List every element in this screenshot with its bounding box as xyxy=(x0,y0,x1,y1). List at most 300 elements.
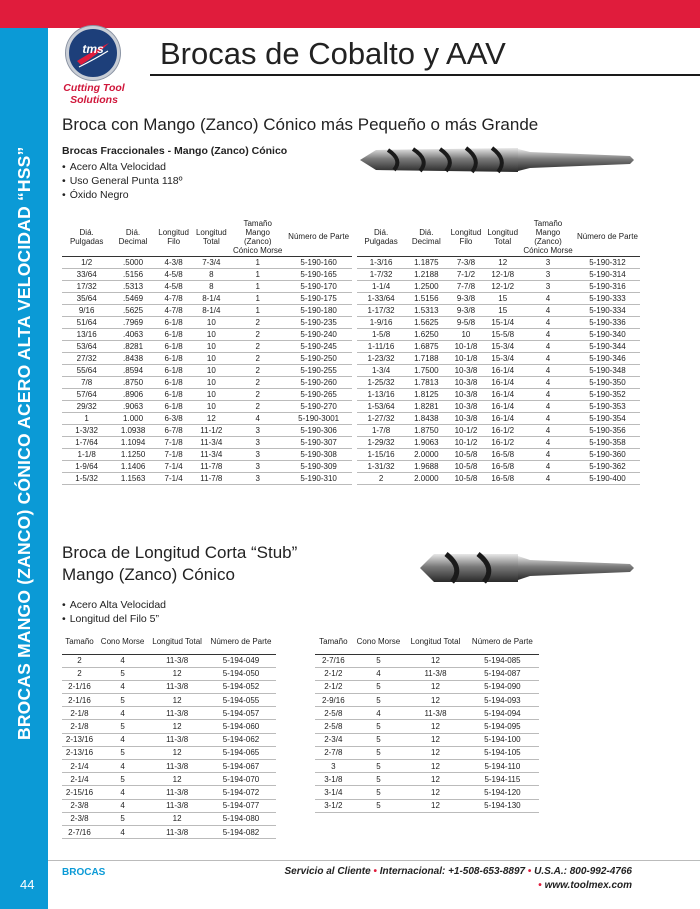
footer-divider xyxy=(48,860,700,861)
col-header: Tamaño Mango (Zanco) Cónico Morse xyxy=(521,218,575,256)
table-cell: 2-1/2 xyxy=(315,667,352,680)
table-cell: 5-194-093 xyxy=(466,694,539,707)
table-cell: 2-7/16 xyxy=(315,654,352,667)
table-cell: 1.8438 xyxy=(405,412,447,424)
table-cell: 2 xyxy=(230,400,285,412)
table-cell: 11-3/8 xyxy=(148,799,206,812)
table-cell: 7-3/4 xyxy=(192,256,230,268)
table-cell: 3 xyxy=(230,448,285,460)
section1-bullets xyxy=(62,160,182,202)
table-cell: 5-194-100 xyxy=(466,733,539,746)
table-cell: 6-1/8 xyxy=(155,388,193,400)
table-cell: 11-3/8 xyxy=(148,654,206,667)
table-cell: 5-194-070 xyxy=(206,773,276,786)
col-header: Tamaño xyxy=(62,630,97,654)
table-cell: 4-7/8 xyxy=(155,292,193,304)
table-cell: 1 xyxy=(230,256,285,268)
table-cell: 5-194-077 xyxy=(206,799,276,812)
table-header-row xyxy=(62,218,352,256)
table-cell: 1-3/4 xyxy=(357,364,405,376)
table-cell: 4 xyxy=(97,654,148,667)
table-cell: 10-1/2 xyxy=(448,436,485,448)
table-cell: 11-7/8 xyxy=(192,460,230,472)
table-row xyxy=(315,786,539,799)
table-cell: 4 xyxy=(521,340,575,352)
table-cell: .9063 xyxy=(111,400,155,412)
table-cell: 5-194-095 xyxy=(466,720,539,733)
table-row xyxy=(357,364,640,376)
table-cell: 5-190-354 xyxy=(575,412,640,424)
table-row xyxy=(62,746,276,759)
table-cell: 5 xyxy=(352,786,406,799)
table-cell: 4 xyxy=(521,292,575,304)
section2-table-left xyxy=(62,630,276,839)
table-cell: 5-190-265 xyxy=(285,388,352,400)
table-cell: 11-3/8 xyxy=(148,733,206,746)
table-row xyxy=(315,733,539,746)
table-cell: 5-190-308 xyxy=(285,448,352,460)
table-cell: 5-194-090 xyxy=(466,680,539,693)
table-row xyxy=(62,460,352,472)
table-cell: 4 xyxy=(230,412,285,424)
table-cell: 11-3/8 xyxy=(148,786,206,799)
table-cell: 1.6875 xyxy=(405,340,447,352)
table-cell: 2-13/16 xyxy=(62,733,97,746)
table-cell: 11-3/8 xyxy=(405,667,466,680)
table-cell: 5-190-336 xyxy=(575,316,640,328)
col-header: Tamaño Mango (Zanco) Cónico Morse xyxy=(230,218,285,256)
tms-logo xyxy=(66,26,120,80)
table-cell: 12 xyxy=(148,720,206,733)
bullet-item: • Longitud del Filo 5” xyxy=(62,612,166,626)
table-cell: 4-3/8 xyxy=(155,256,193,268)
section1-table-right xyxy=(357,218,640,485)
table-row xyxy=(357,460,640,472)
table-cell: 5-190-312 xyxy=(575,256,640,268)
table-row xyxy=(62,292,352,304)
table-header-row xyxy=(357,218,640,256)
table-cell: 4 xyxy=(521,304,575,316)
table-cell: 1.7500 xyxy=(405,364,447,376)
table-row xyxy=(357,412,640,424)
table-cell: 2-5/8 xyxy=(315,707,352,720)
section1-title: Broca con Mango (Zanco) Cónico más Pequeño o más Grande xyxy=(62,115,539,134)
table-row xyxy=(62,733,276,746)
table-cell: 4 xyxy=(97,707,148,720)
table-row xyxy=(62,364,352,376)
table-cell: 2-7/16 xyxy=(62,825,97,838)
table-cell: 5-190-240 xyxy=(285,328,352,340)
table-cell: 51/64 xyxy=(62,316,111,328)
table-cell: 1.9688 xyxy=(405,460,447,472)
col-header: Número de Parte xyxy=(466,630,539,654)
table-cell: 12 xyxy=(405,746,466,759)
table-cell: 4 xyxy=(521,424,575,436)
table-cell: 3 xyxy=(230,472,285,484)
table-cell: 7-1/4 xyxy=(155,472,193,484)
table-row xyxy=(62,400,352,412)
table-cell: 5-194-085 xyxy=(466,654,539,667)
table-cell: 10 xyxy=(192,364,230,376)
table-cell: 10-5/8 xyxy=(448,472,485,484)
table-cell: 5-190-245 xyxy=(285,340,352,352)
table-cell: 29/32 xyxy=(62,400,111,412)
left-sidebar xyxy=(0,28,48,909)
table-cell: 4 xyxy=(521,376,575,388)
table-cell: 3 xyxy=(521,256,575,268)
table-cell: 4 xyxy=(521,460,575,472)
table-cell: 5-194-110 xyxy=(466,760,539,773)
table-row xyxy=(62,280,352,292)
table-cell: 2-3/8 xyxy=(62,812,97,825)
table-cell: 5-190-170 xyxy=(285,280,352,292)
table-cell: 5-190-160 xyxy=(285,256,352,268)
table-cell: 1.1563 xyxy=(111,472,155,484)
table-cell: 10-3/8 xyxy=(448,364,485,376)
table-cell: 5-190-360 xyxy=(575,448,640,460)
table-cell: 4 xyxy=(521,472,575,484)
table-cell: 4 xyxy=(521,316,575,328)
table-cell: 1-3/32 xyxy=(62,424,111,436)
table-cell: 11-3/4 xyxy=(192,448,230,460)
table-cell: 11-3/8 xyxy=(148,680,206,693)
table-row xyxy=(62,256,352,268)
table-cell: 1.1406 xyxy=(111,460,155,472)
table-cell: 1-27/32 xyxy=(357,412,405,424)
table-cell: 1 xyxy=(230,280,285,292)
table-cell: 11-3/8 xyxy=(405,707,466,720)
table-cell: 10 xyxy=(192,316,230,328)
table-cell: 27/32 xyxy=(62,352,111,364)
col-header: Tamaño xyxy=(315,630,352,654)
table-cell: 10-5/8 xyxy=(448,460,485,472)
table-row xyxy=(315,680,539,693)
col-header: Número de Parte xyxy=(206,630,276,654)
table-cell: 1.1875 xyxy=(405,256,447,268)
table-row xyxy=(315,760,539,773)
section1-table-left xyxy=(62,218,352,485)
table-cell: 1.1094 xyxy=(111,436,155,448)
table-cell: 4-7/8 xyxy=(155,304,193,316)
table-cell: 5-190-333 xyxy=(575,292,640,304)
table-cell: 12 xyxy=(405,720,466,733)
table-cell: 2-5/8 xyxy=(315,720,352,733)
table-cell: 8-1/4 xyxy=(192,292,230,304)
table-cell: 16-1/4 xyxy=(484,364,521,376)
table-cell: 5-194-094 xyxy=(466,707,539,720)
table-cell: 4 xyxy=(521,448,575,460)
table-cell: 3-1/2 xyxy=(315,799,352,812)
table-cell: 12 xyxy=(484,256,521,268)
table-cell: 12-1/8 xyxy=(484,268,521,280)
table-cell: 2-7/8 xyxy=(315,746,352,759)
table-cell: 11-1/2 xyxy=(192,424,230,436)
table-cell: 12 xyxy=(405,680,466,693)
table-cell: 1.5156 xyxy=(405,292,447,304)
table-cell: 1 xyxy=(62,412,111,424)
table-cell: 5-190-3001 xyxy=(285,412,352,424)
table-cell: 1-33/64 xyxy=(357,292,405,304)
table-cell: 15-5/8 xyxy=(484,328,521,340)
title-divider xyxy=(150,74,700,76)
table-row xyxy=(315,773,539,786)
table-cell: 1.0938 xyxy=(111,424,155,436)
table-cell: 57/64 xyxy=(62,388,111,400)
table-cell: 5-190-270 xyxy=(285,400,352,412)
table-cell: 5 xyxy=(97,773,148,786)
col-header: Diá. Decimal xyxy=(405,218,447,256)
table-cell: 6-1/8 xyxy=(155,328,193,340)
table-cell: 2 xyxy=(230,364,285,376)
table-cell: 5 xyxy=(352,720,406,733)
table-cell: 16-1/4 xyxy=(484,412,521,424)
table-cell: .5469 xyxy=(111,292,155,304)
table-cell: 11-3/8 xyxy=(148,825,206,838)
table-cell: 10-3/8 xyxy=(448,388,485,400)
table-cell: 5-194-082 xyxy=(206,825,276,838)
table-cell: 16-5/8 xyxy=(484,460,521,472)
table-cell: 5-190-165 xyxy=(285,268,352,280)
table-row xyxy=(62,825,276,838)
table-cell: 10-1/2 xyxy=(448,424,485,436)
table-cell: 5-190-362 xyxy=(575,460,640,472)
table-row xyxy=(62,760,276,773)
section2-table-right xyxy=(315,630,539,813)
table-cell: 2 xyxy=(230,352,285,364)
table-cell: 9-5/8 xyxy=(448,316,485,328)
table-cell: 16-5/8 xyxy=(484,472,521,484)
footer-service: Servicio al Cliente xyxy=(284,866,371,877)
table-cell: 1.5313 xyxy=(405,304,447,316)
table-cell: 15-1/4 xyxy=(484,316,521,328)
table-cell: 2.0000 xyxy=(405,472,447,484)
table-cell: 1-9/16 xyxy=(357,316,405,328)
table-cell: 11-3/8 xyxy=(148,707,206,720)
table-cell: 17/32 xyxy=(62,280,111,292)
table-cell: 4 xyxy=(97,733,148,746)
table-cell: 10-3/8 xyxy=(448,376,485,388)
table-cell: 5-190-314 xyxy=(575,268,640,280)
table-cell: 5-194-080 xyxy=(206,812,276,825)
table-row xyxy=(357,256,640,268)
table-cell: 16-5/8 xyxy=(484,448,521,460)
table-cell: 12 xyxy=(148,773,206,786)
table-row xyxy=(62,773,276,786)
table-row xyxy=(62,786,276,799)
table-cell: 1-7/64 xyxy=(62,436,111,448)
table-cell: 2-1/16 xyxy=(62,680,97,693)
table-cell: 10 xyxy=(448,328,485,340)
table-cell: 15-3/4 xyxy=(484,340,521,352)
table-cell: 5-190-346 xyxy=(575,352,640,364)
table-row xyxy=(357,400,640,412)
table-cell: 5-194-060 xyxy=(206,720,276,733)
table-cell: 2 xyxy=(230,376,285,388)
table-row xyxy=(357,388,640,400)
table-cell: 1-7/32 xyxy=(357,268,405,280)
col-header: Cono Morse xyxy=(352,630,406,654)
stub-drill-image xyxy=(418,548,638,588)
table-cell: 53/64 xyxy=(62,340,111,352)
table-row xyxy=(62,667,276,680)
table-cell: 5 xyxy=(352,746,406,759)
table-row xyxy=(357,448,640,460)
table-cell: 2-1/2 xyxy=(315,680,352,693)
table-cell: 5 xyxy=(352,799,406,812)
table-row xyxy=(357,280,640,292)
table-cell: .8906 xyxy=(111,388,155,400)
bullet-item: • Acero Alta Velocidad xyxy=(62,160,182,174)
taper-shank-drill-image xyxy=(358,140,638,180)
table-row xyxy=(62,472,352,484)
table-row xyxy=(62,376,352,388)
table-cell: 1.5625 xyxy=(405,316,447,328)
table-cell: 1/2 xyxy=(62,256,111,268)
col-header: Longitud Total xyxy=(192,218,230,256)
table-cell: 10-1/8 xyxy=(448,352,485,364)
col-header: Número de Parte xyxy=(575,218,640,256)
table-cell: 2 xyxy=(62,667,97,680)
table-cell: 1.6250 xyxy=(405,328,447,340)
sidebar-vertical-text: BROCAS MANGO (ZANCO) CÓNICO ACERO ALTA VELOCIDAD “HSS” xyxy=(14,146,34,740)
table-cell: 5-190-260 xyxy=(285,376,352,388)
table-row xyxy=(357,268,640,280)
page-title: Brocas de Cobalto y AAV xyxy=(160,36,506,71)
table-cell: 2-3/4 xyxy=(315,733,352,746)
table-cell: 2-1/8 xyxy=(62,707,97,720)
table-row xyxy=(315,707,539,720)
table-row xyxy=(62,388,352,400)
table-row xyxy=(315,694,539,707)
table-cell: 1.7188 xyxy=(405,352,447,364)
table-cell: 2-1/4 xyxy=(62,773,97,786)
table-cell: 1-53/64 xyxy=(357,400,405,412)
table-cell: 5-190-310 xyxy=(285,472,352,484)
table-cell: 10 xyxy=(192,388,230,400)
table-cell: 2 xyxy=(62,654,97,667)
table-cell: 6-1/8 xyxy=(155,340,193,352)
table-cell: 5-190-309 xyxy=(285,460,352,472)
logo-caption xyxy=(56,82,132,106)
table-cell: 2.0000 xyxy=(405,448,447,460)
table-cell: 5-190-255 xyxy=(285,364,352,376)
table-cell: 16-1/2 xyxy=(484,436,521,448)
table-cell: 4 xyxy=(352,707,406,720)
table-cell: 2-1/16 xyxy=(62,694,97,707)
website-link[interactable]: www.toolmex.com xyxy=(544,880,632,891)
table-cell: 1.8125 xyxy=(405,388,447,400)
table-cell: 15 xyxy=(484,304,521,316)
table-cell: 6-1/8 xyxy=(155,352,193,364)
table-cell: 5 xyxy=(352,680,406,693)
table-cell: 5 xyxy=(97,720,148,733)
table-cell: 4 xyxy=(521,388,575,400)
table-cell: 12 xyxy=(405,694,466,707)
table-cell: 1-5/32 xyxy=(62,472,111,484)
table-cell: 8 xyxy=(192,268,230,280)
table-cell: 5-194-087 xyxy=(466,667,539,680)
table-cell: 6-1/8 xyxy=(155,316,193,328)
table-row xyxy=(62,328,352,340)
table-cell: 4-5/8 xyxy=(155,268,193,280)
table-cell: 1-17/32 xyxy=(357,304,405,316)
table-cell: 1-1/4 xyxy=(357,280,405,292)
table-cell: 4 xyxy=(521,352,575,364)
table-cell: 5-194-072 xyxy=(206,786,276,799)
table-cell: 6-3/8 xyxy=(155,412,193,424)
table-row xyxy=(62,448,352,460)
table-cell: 4-5/8 xyxy=(155,280,193,292)
table-cell: 2-13/16 xyxy=(62,746,97,759)
table-cell: 5-194-130 xyxy=(466,799,539,812)
table-cell: 5-190-356 xyxy=(575,424,640,436)
table-cell: 12 xyxy=(405,773,466,786)
table-cell: 12 xyxy=(405,733,466,746)
table-cell: 3 xyxy=(230,424,285,436)
table-cell: 5 xyxy=(352,760,406,773)
table-cell: 5 xyxy=(352,694,406,707)
table-cell: 2 xyxy=(230,328,285,340)
table-cell: 5-190-175 xyxy=(285,292,352,304)
table-cell: 5-190-353 xyxy=(575,400,640,412)
table-cell: 3 xyxy=(230,460,285,472)
table-cell: 1-25/32 xyxy=(357,376,405,388)
table-cell: 10 xyxy=(192,376,230,388)
table-cell: 2 xyxy=(230,340,285,352)
bullet-item: • Óxido Negro xyxy=(62,188,182,202)
table-cell: 12-1/2 xyxy=(484,280,521,292)
table-row xyxy=(62,352,352,364)
table-row xyxy=(357,352,640,364)
table-cell: 12 xyxy=(405,654,466,667)
table-cell: 12 xyxy=(405,760,466,773)
table-cell: 3 xyxy=(521,268,575,280)
table-cell: 5-194-065 xyxy=(206,746,276,759)
table-cell: 1.2188 xyxy=(405,268,447,280)
table-cell: 1-15/16 xyxy=(357,448,405,460)
table-cell: 4 xyxy=(521,400,575,412)
table-cell: 1.8281 xyxy=(405,400,447,412)
col-header: Diá. Pulgadas xyxy=(357,218,405,256)
section2-title-line1: Broca de Longitud Corta “Stub” xyxy=(62,543,298,562)
table-cell: 1-31/32 xyxy=(357,460,405,472)
table-cell: 2-3/8 xyxy=(62,799,97,812)
table-cell: 7-3/8 xyxy=(448,256,485,268)
table-header-row xyxy=(315,630,539,654)
table-cell: 16-1/4 xyxy=(484,400,521,412)
table-cell: .5000 xyxy=(111,256,155,268)
footer-international: Internacional: +1-508-653-8897 xyxy=(379,866,526,877)
table-row xyxy=(315,720,539,733)
col-header: Longitud Total xyxy=(484,218,521,256)
table-row xyxy=(62,694,276,707)
table-cell: 12 xyxy=(405,786,466,799)
table-row xyxy=(62,812,276,825)
table-cell: 1.1250 xyxy=(111,448,155,460)
table-cell: 55/64 xyxy=(62,364,111,376)
table-cell: 1-29/32 xyxy=(357,436,405,448)
table-cell: 1.8750 xyxy=(405,424,447,436)
table-cell: 5-194-050 xyxy=(206,667,276,680)
bullet-dot-icon: • xyxy=(373,866,380,877)
table-cell: 3-1/4 xyxy=(315,786,352,799)
table-cell: 4 xyxy=(97,799,148,812)
table-cell: 5-190-316 xyxy=(575,280,640,292)
bullet-dot-icon: • xyxy=(538,880,545,891)
top-red-bar xyxy=(0,0,700,28)
table-cell: 10-3/8 xyxy=(448,400,485,412)
table-cell: 7-1/4 xyxy=(155,460,193,472)
